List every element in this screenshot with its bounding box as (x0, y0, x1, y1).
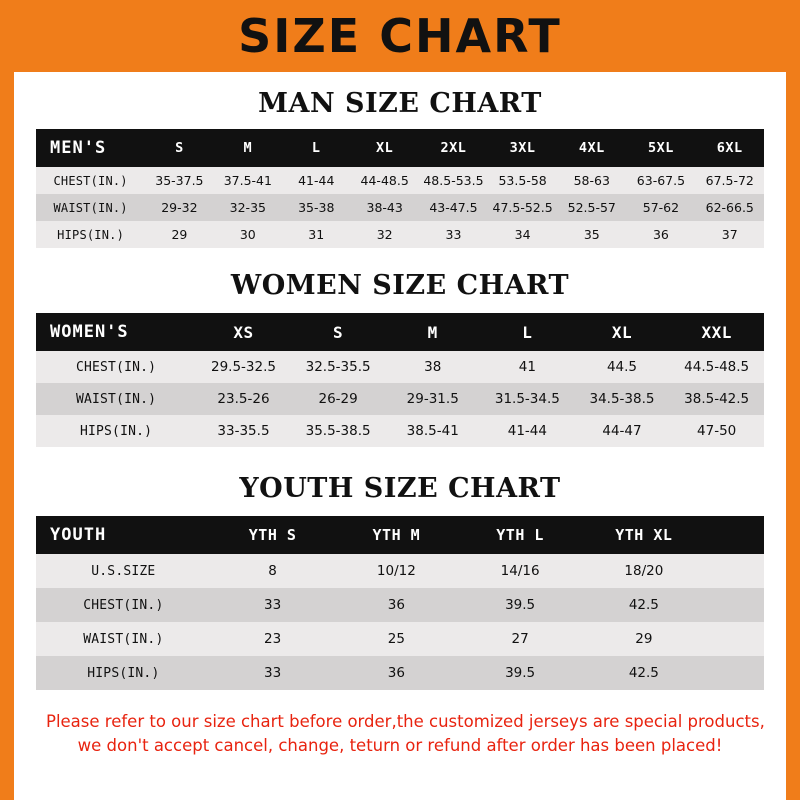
column-header: WOMEN'S (36, 313, 196, 351)
column-header-spacer (706, 516, 764, 554)
row-label: CHEST(IN.) (36, 167, 145, 194)
column-header: S (145, 129, 213, 167)
column-header: YOUTH (36, 516, 211, 554)
cell: 29 (145, 221, 213, 248)
table-header-row (36, 129, 764, 167)
column-header: 5XL (626, 129, 695, 167)
column-header: L (282, 129, 350, 167)
cell: 38.5-42.5 (669, 383, 764, 415)
row-label: CHEST(IN.) (36, 588, 211, 622)
column-header: XXL (669, 313, 764, 351)
cell: 32 (350, 221, 418, 248)
cell: 31 (282, 221, 350, 248)
cell: 41 (480, 351, 575, 383)
cell: 35.5-38.5 (291, 415, 386, 447)
cell: 29-32 (145, 194, 213, 221)
table-row (36, 622, 764, 656)
cell: 14/16 (458, 554, 582, 588)
row-label: HIPS(IN.) (36, 221, 145, 248)
cell: 47.5-52.5 (488, 194, 557, 221)
cell: 29 (582, 622, 706, 656)
cell: 33 (211, 656, 335, 690)
banner (0, 0, 800, 72)
cell: 38 (385, 351, 480, 383)
cell: 37.5-41 (214, 167, 282, 194)
column-header: 3XL (488, 129, 557, 167)
cell: 29-31.5 (385, 383, 480, 415)
column-header: M (385, 313, 480, 351)
cell-spacer (706, 656, 764, 690)
cell: 39.5 (458, 588, 582, 622)
youth-size-table (36, 516, 764, 690)
cell: 62-66.5 (696, 194, 765, 221)
cell: 42.5 (582, 588, 706, 622)
cell: 36 (334, 656, 458, 690)
cell: 38.5-41 (385, 415, 480, 447)
cell: 23 (211, 622, 335, 656)
table-row (36, 221, 764, 248)
cell: 44-48.5 (350, 167, 418, 194)
cell-spacer (706, 588, 764, 622)
column-header: XL (575, 313, 670, 351)
column-header: 6XL (696, 129, 765, 167)
cell: 25 (334, 622, 458, 656)
order-notice (36, 710, 764, 758)
cell: 43-47.5 (419, 194, 488, 221)
column-header: 4XL (557, 129, 626, 167)
table-row (36, 351, 764, 383)
cell: 18/20 (582, 554, 706, 588)
cell: 8 (211, 554, 335, 588)
row-label: WAIST(IN.) (36, 622, 211, 656)
content (14, 88, 786, 758)
cell: 52.5-57 (557, 194, 626, 221)
cell: 32.5-35.5 (291, 351, 386, 383)
cell: 34 (488, 221, 557, 248)
column-header: YTH M (334, 516, 458, 554)
cell: 32-35 (214, 194, 282, 221)
cell: 26-29 (291, 383, 386, 415)
youth-section-title: YOUTH SIZE CHART (239, 473, 561, 504)
table-row (36, 194, 764, 221)
cell: 41-44 (282, 167, 350, 194)
cell: 67.5-72 (696, 167, 765, 194)
cell: 47-50 (669, 415, 764, 447)
table-row (36, 167, 764, 194)
man-section-title: MAN SIZE CHART (258, 88, 542, 119)
table-row (36, 588, 764, 622)
cell: 33 (211, 588, 335, 622)
column-header: XS (196, 313, 291, 351)
cell: 42.5 (582, 656, 706, 690)
notice-line-1: Please refer to our size chart before order,the customized jerseys are special products, (46, 712, 765, 731)
cell: 30 (214, 221, 282, 248)
column-header: YTH S (211, 516, 335, 554)
cell: 58-63 (557, 167, 626, 194)
cell: 36 (626, 221, 695, 248)
cell: 33 (419, 221, 488, 248)
row-label: HIPS(IN.) (36, 415, 196, 447)
column-header: XL (350, 129, 418, 167)
column-header: M (214, 129, 282, 167)
notice-line-2: we don't accept cancel, change, teturn or refund after order has been placed! (77, 735, 723, 755)
row-label: WAIST(IN.) (36, 383, 196, 415)
cell: 41-44 (480, 415, 575, 447)
row-label: WAIST(IN.) (36, 194, 145, 221)
table-header-row (36, 516, 764, 554)
page-title: SIZE CHART (238, 9, 562, 63)
women-size-table (36, 313, 764, 447)
women-section-title: WOMEN SIZE CHART (230, 270, 570, 301)
cell: 36 (334, 588, 458, 622)
cell: 39.5 (458, 656, 582, 690)
table-row (36, 415, 764, 447)
table-header-row (36, 313, 764, 351)
column-header: YTH XL (582, 516, 706, 554)
table-row (36, 554, 764, 588)
cell: 29.5-32.5 (196, 351, 291, 383)
cell-spacer (706, 622, 764, 656)
cell: 37 (696, 221, 765, 248)
cell-spacer (706, 554, 764, 588)
cell: 35-37.5 (145, 167, 213, 194)
cell: 44.5 (575, 351, 670, 383)
column-header: 2XL (419, 129, 488, 167)
row-label: HIPS(IN.) (36, 656, 211, 690)
column-header: MEN'S (36, 129, 145, 167)
cell: 44-47 (575, 415, 670, 447)
column-header: S (291, 313, 386, 351)
table-row (36, 383, 764, 415)
column-header: L (480, 313, 575, 351)
cell: 35 (557, 221, 626, 248)
cell: 23.5-26 (196, 383, 291, 415)
cell: 63-67.5 (626, 167, 695, 194)
cell: 10/12 (334, 554, 458, 588)
row-label: CHEST(IN.) (36, 351, 196, 383)
cell: 38-43 (350, 194, 418, 221)
cell: 53.5-58 (488, 167, 557, 194)
cell: 35-38 (282, 194, 350, 221)
cell: 48.5-53.5 (419, 167, 488, 194)
cell: 57-62 (626, 194, 695, 221)
cell: 34.5-38.5 (575, 383, 670, 415)
cell: 44.5-48.5 (669, 351, 764, 383)
cell: 33-35.5 (196, 415, 291, 447)
row-label: U.S.SIZE (36, 554, 211, 588)
cell: 31.5-34.5 (480, 383, 575, 415)
table-row (36, 656, 764, 690)
man-size-table (36, 129, 764, 248)
cell: 27 (458, 622, 582, 656)
column-header: YTH L (458, 516, 582, 554)
